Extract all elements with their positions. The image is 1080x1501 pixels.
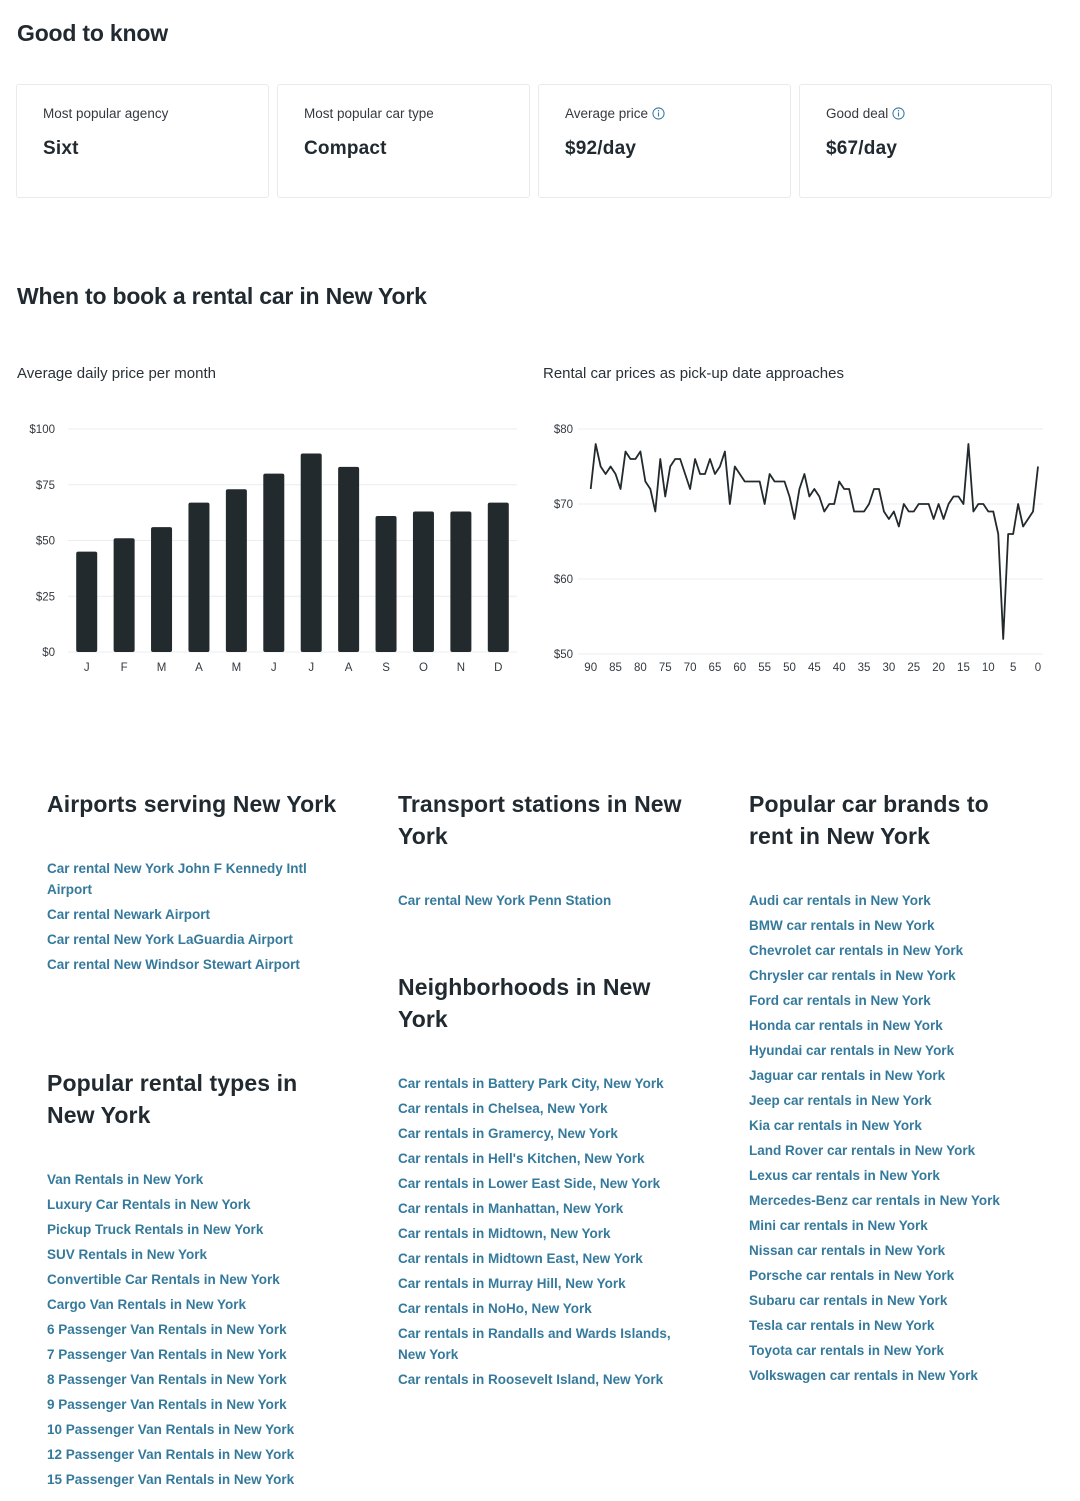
data-point[interactable] [867,502,872,507]
card-label-text: Most popular agency [43,105,169,121]
data-point[interactable] [792,517,797,522]
x-tick-label: 80 [634,662,647,674]
data-point[interactable] [683,472,688,477]
data-point[interactable] [996,532,1001,537]
data-point[interactable] [961,502,966,507]
data-point[interactable] [742,479,747,484]
link-item[interactable]: Land Rover car rentals in New York [749,1143,976,1158]
data-point[interactable] [593,442,598,447]
data-point[interactable] [951,494,956,499]
data-point[interactable] [663,494,668,499]
link-item[interactable]: Chrysler car rentals in New York [749,968,956,983]
link-item[interactable]: Mercedes-Benz car rentals in New York [749,1193,1000,1208]
x-tick-label: A [344,662,353,674]
x-tick-label: 15 [957,662,970,674]
x-tick-label: 20 [932,662,945,674]
airports-section [47,788,337,979]
x-tick-label: 60 [733,662,747,674]
data-point[interactable] [762,502,767,507]
data-point[interactable] [822,509,827,514]
data-point[interactable] [732,464,737,469]
link-item[interactable]: Nissan car rentals in New York [749,1243,946,1258]
y-tick-label: $50 [35,535,55,548]
data-point[interactable] [936,502,941,507]
data-point[interactable] [931,517,936,522]
data-point[interactable] [638,449,643,454]
data-point[interactable] [782,479,787,484]
x-tick-label: 65 [708,662,722,674]
x-tick-label: S [382,662,390,674]
link-item[interactable]: Car rental Newark Airport [47,907,211,922]
x-tick-label: J [308,662,315,674]
data-point[interactable] [588,487,593,492]
link-item[interactable]: Car rentals in NoHo, New York [398,1301,592,1316]
data-point[interactable] [1011,532,1016,537]
link-item[interactable]: Volkswagen car rentals in New York [749,1368,978,1383]
data-point[interactable] [871,487,876,492]
data-point[interactable] [901,502,906,507]
rental-types-section [47,1067,337,1494]
link-item[interactable]: Subaru car rentals in New York [749,1293,948,1308]
bar[interactable] [376,516,397,652]
data-point[interactable] [1026,517,1031,522]
data-point[interactable] [812,487,817,492]
card-label-text: Average price [565,105,649,121]
link-item[interactable]: Van Rentals in New York [47,1172,204,1187]
link-item[interactable]: 9 Passenger Van Rentals in New York [47,1397,287,1412]
link-item[interactable]: Car rental New York John F Kennedy Intl Airport [47,861,307,897]
bar[interactable] [76,552,97,652]
data-point[interactable] [886,517,891,522]
link-item[interactable]: Car rentals in Hell's Kitchen, New York [398,1151,645,1166]
x-tick-label: 0 [1034,662,1042,674]
y-tick-label: $0 [42,647,55,659]
card-label [565,105,764,121]
bar[interactable] [114,538,135,652]
x-tick-label: A [195,662,203,674]
info-icon[interactable] [892,107,905,120]
x-tick-label: 30 [882,662,896,674]
x-tick-label: J [83,662,90,674]
data-point[interactable] [673,457,678,462]
good-to-know-cards [16,84,1052,198]
data-point[interactable] [703,472,708,477]
data-point[interactable] [712,472,717,477]
transport-heading: Transport stations in New York [398,791,682,849]
link-item[interactable]: Car rentals in Midtown, New York [398,1226,611,1241]
data-point[interactable] [772,479,777,484]
link-item[interactable]: Car rentals in Lower East Side, New York [398,1176,661,1191]
data-point[interactable] [971,509,976,514]
data-point[interactable] [767,472,772,477]
x-tick-label: 40 [832,662,846,674]
data-point[interactable] [722,449,727,454]
data-point[interactable] [896,524,901,529]
data-point[interactable] [648,487,653,492]
data-point[interactable] [842,487,847,492]
data-point[interactable] [608,464,613,469]
link-item[interactable]: Convertible Car Rentals in New York [47,1272,280,1287]
bar[interactable] [488,503,509,652]
line-chart-title: Rental car prices as pick-up date approaches [543,365,844,382]
data-point[interactable] [827,502,832,507]
data-point[interactable] [911,509,916,514]
card-popular-car-type [277,84,530,198]
card-average-price [538,84,791,198]
data-point[interactable] [881,509,886,514]
x-tick-label: 70 [683,662,697,674]
link-item[interactable]: Honda car rentals in New York [749,1018,943,1033]
y-tick-label: $50 [553,649,573,661]
link-item[interactable]: Car rentals in Midtown East, New York [398,1251,643,1266]
data-point[interactable] [837,479,842,484]
data-point[interactable] [678,457,683,462]
data-point[interactable] [747,479,752,484]
x-tick-label: 5 [1009,662,1017,674]
x-tick-label: 25 [907,662,921,674]
card-value: $67/day [826,138,898,159]
data-point[interactable] [817,494,822,499]
link-item[interactable]: Lexus car rentals in New York [749,1168,940,1183]
link-item[interactable]: Tesla car rentals in New York [749,1318,935,1333]
data-point[interactable] [603,472,608,477]
y-tick-label: $100 [29,424,55,436]
data-point[interactable] [668,464,673,469]
transport-links [398,890,688,911]
data-point[interactable] [787,494,792,499]
data-point[interactable] [906,509,911,514]
data-point[interactable] [628,457,633,462]
link-item[interactable]: Ford car rentals in New York [749,993,931,1008]
link-item[interactable]: 6 Passenger Van Rentals in New York [47,1322,287,1337]
data-point[interactable] [832,502,837,507]
airports-links [47,858,337,975]
x-tick-label: 85 [609,662,622,674]
data-point[interactable] [1031,509,1036,514]
data-point[interactable] [623,449,628,454]
bar[interactable] [263,474,284,652]
rental-types-heading: Popular rental types in New York [47,1070,298,1128]
data-point[interactable] [1001,637,1006,642]
link-item[interactable]: Cargo Van Rentals in New York [47,1297,247,1312]
link-item[interactable]: Porsche car rentals in New York [749,1268,955,1283]
data-point[interactable] [941,517,946,522]
link-item[interactable]: 7 Passenger Van Rentals in New York [47,1347,287,1362]
link-item[interactable]: Car rental New York LaGuardia Airport [47,932,293,947]
data-point[interactable] [966,442,971,447]
x-tick-label: 10 [981,662,995,674]
data-point[interactable] [1006,532,1011,537]
y-tick-label: $75 [35,479,55,492]
x-tick-label: 35 [857,662,871,674]
data-point[interactable] [698,472,703,477]
data-point[interactable] [757,479,762,484]
x-tick-label: 45 [807,662,821,674]
when-to-book-heading: When to book a rental car in New York [17,283,427,309]
brands-section [749,788,1039,1390]
link-item[interactable]: Car rental New Windsor Stewart Airport [47,957,300,972]
data-point[interactable] [737,472,742,477]
link-item[interactable]: 12 Passenger Van Rentals in New York [47,1447,295,1462]
data-point[interactable] [777,479,782,484]
link-item[interactable]: Car rentals in Chelsea, New York [398,1101,608,1116]
card-popular-agency [16,84,269,198]
link-item[interactable]: Kia car rentals in New York [749,1118,922,1133]
info-icon[interactable] [652,107,665,120]
x-tick-label: N [456,662,466,674]
rental-types-links [47,1169,337,1490]
data-point[interactable] [807,494,812,499]
data-point[interactable] [658,457,663,462]
brands-links [749,890,1039,1386]
data-point[interactable] [1021,524,1026,529]
data-point[interactable] [976,502,981,507]
x-tick-label: 50 [783,662,796,674]
link-item[interactable]: Chevrolet car rentals in New York [749,943,964,958]
link-item[interactable]: 8 Passenger Van Rentals in New York [47,1372,287,1387]
link-item[interactable]: Luxury Car Rentals in New York [47,1197,251,1212]
card-label-text: Good deal [826,105,889,121]
price-line [591,444,1038,639]
data-point[interactable] [1036,464,1041,469]
data-point[interactable] [926,502,931,507]
link-item[interactable]: Audi car rentals in New York [749,893,931,908]
card-value: Sixt [43,138,79,159]
bar-chart-title: Average daily price per month [17,365,216,382]
x-tick-label: J [270,662,277,674]
card-good-deal [799,84,1052,198]
data-point[interactable] [862,509,867,514]
neighborhoods-links [398,1073,688,1390]
x-tick-label: 90 [584,662,598,674]
x-tick-label: 55 [758,662,772,674]
link-item[interactable]: Jeep car rentals in New York [749,1093,932,1108]
data-point[interactable] [847,487,852,492]
data-point[interactable] [727,502,732,507]
data-point[interactable] [921,502,926,507]
card-value: $92/day [565,138,637,159]
data-point[interactable] [986,509,991,514]
card-label [826,105,1025,121]
bar[interactable] [338,467,359,652]
data-point[interactable] [618,487,623,492]
data-point[interactable] [797,487,802,492]
link-item[interactable]: Car rentals in Roosevelt Island, New York [398,1372,664,1387]
bar[interactable] [188,503,209,652]
data-point[interactable] [643,479,648,484]
bar[interactable] [450,512,471,652]
data-point[interactable] [802,472,807,477]
link-item[interactable]: BMW car rentals in New York [749,918,935,933]
data-point[interactable] [956,494,961,499]
card-value: Compact [304,138,387,159]
link-item[interactable]: Toyota car rentals in New York [749,1343,945,1358]
data-point[interactable] [693,457,698,462]
data-point[interactable] [891,509,896,514]
airports-heading: Airports serving New York [47,791,337,817]
x-tick-label: O [418,662,428,674]
neighborhoods-section [398,971,688,1394]
data-point[interactable] [991,509,996,514]
data-point[interactable] [633,457,638,462]
monthly-price-bar-chart [0,415,530,685]
bar[interactable] [151,527,172,652]
link-item[interactable]: Hyundai car rentals in New York [749,1043,955,1058]
data-point[interactable] [946,502,951,507]
data-point[interactable] [876,487,881,492]
link-item[interactable]: Car rentals in Gramercy, New York [398,1126,618,1141]
link-item[interactable]: Car rental New York Penn Station [398,893,612,908]
link-item[interactable]: Pickup Truck Rentals in New York [47,1222,264,1237]
data-point[interactable] [613,472,618,477]
data-point[interactable] [688,487,693,492]
x-tick-label: M [156,662,167,674]
data-point[interactable] [598,464,603,469]
x-tick-label: M [231,662,242,674]
transport-section [398,788,688,915]
card-label-text: Most popular car type [304,105,434,121]
link-item[interactable]: 15 Passenger Van Rentals in New York [47,1472,295,1487]
data-point[interactable] [1016,502,1021,507]
good-to-know-heading: Good to know [17,20,168,46]
y-tick-label: $80 [553,424,573,436]
link-item[interactable]: Car rentals in Murray Hill, New York [398,1276,626,1291]
y-tick-label: $70 [553,499,573,511]
link-item[interactable]: Mini car rentals in New York [749,1218,928,1233]
link-item[interactable]: Jaguar car rentals in New York [749,1068,946,1083]
link-item[interactable]: Car rentals in Randalls and Wards Islands, New York [398,1326,671,1362]
x-tick-label: F [120,662,128,674]
data-point[interactable] [717,464,722,469]
card-label [304,105,503,121]
bar[interactable] [226,489,247,652]
link-item[interactable]: Car rentals in Battery Park City, New York [398,1076,664,1091]
x-tick-label: 75 [658,662,672,674]
y-tick-label: $25 [35,591,55,604]
y-tick-label: $60 [553,574,573,586]
neighborhoods-heading: Neighborhoods in New York [398,974,651,1032]
data-point[interactable] [752,479,757,484]
data-point[interactable] [707,457,712,462]
brands-heading: Popular car brands to rent in New York [749,791,989,849]
link-item[interactable]: 10 Passenger Van Rentals in New York [47,1422,295,1437]
bar[interactable] [301,454,322,652]
x-tick-label: D [494,662,503,674]
data-point[interactable] [981,502,986,507]
card-label [43,105,242,121]
price-trend-line-chart [530,415,1060,685]
link-item[interactable]: Car rentals in Manhattan, New York [398,1201,624,1216]
bar[interactable] [413,512,434,652]
data-point[interactable] [916,502,921,507]
data-point[interactable] [857,509,862,514]
data-point[interactable] [653,509,658,514]
data-point[interactable] [852,509,857,514]
link-item[interactable]: SUV Rentals in New York [47,1247,208,1262]
